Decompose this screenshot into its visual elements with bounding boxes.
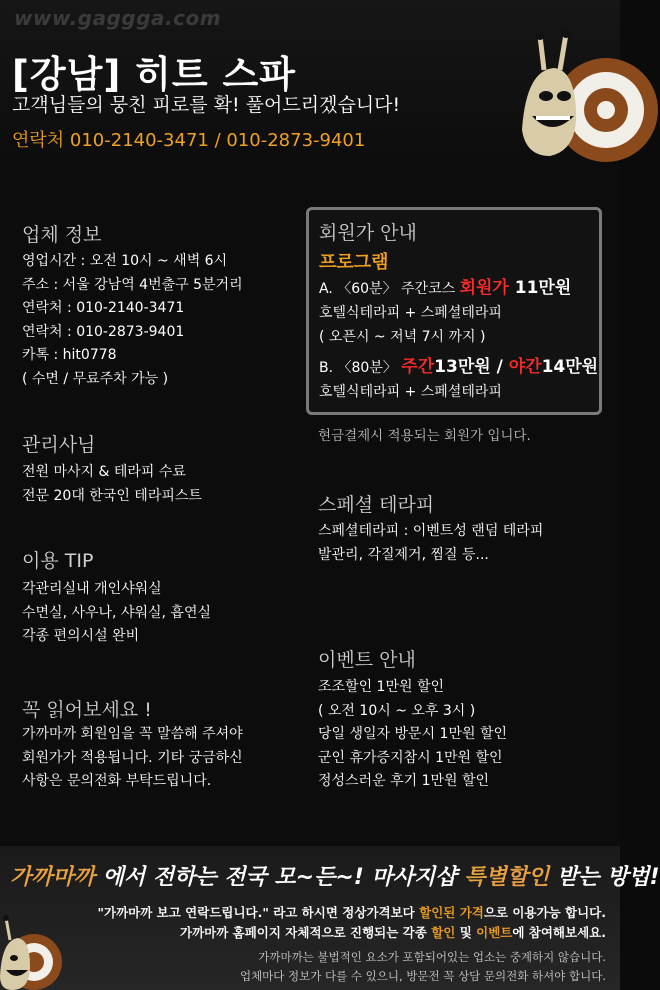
list-item: 스페셜테라피 : 이벤트성 랜덤 테라피 [318, 523, 544, 539]
read-lines [22, 723, 243, 794]
banner-line-1: "가까마까 보고 연락드립니다." 라고 하시면 정상가격보다 할인된 가격으로 이용가능 합니다. [97, 905, 606, 920]
list-item: 발관리, 각질제거, 찜질 등... [318, 546, 489, 563]
program-a: A. 〈60분〉 주간코스 회원가 11만원 [319, 278, 572, 298]
tip-title: 이용 TIP [22, 550, 94, 572]
tip-lines [22, 578, 211, 649]
list-item: 전문 20대 한국인 테라피스트 [22, 487, 202, 504]
contact-numbers: 연락처 010-2140-3471 / 010-2873-9401 [12, 130, 366, 151]
program-a-hours: ( 오픈시 ~ 저녁 7시 까지 ) [319, 329, 486, 345]
list-item: 가까마까 회원임을 꼭 말씀해 주셔야 [22, 726, 243, 742]
member-note: 현금결제시 적용되는 회원가 입니다. [318, 428, 531, 444]
snail-mascot-small-icon [0, 906, 60, 990]
list-item: 수면실, 사우나, 샤워실, 흡연실 [22, 604, 211, 621]
info-phone-2[interactable]: 연락처 : 010-2873-9401 [22, 323, 185, 340]
event-title: 이벤트 안내 [318, 649, 416, 671]
list-item: 회원가가 적용됩니다. 기타 궁금하신 [22, 749, 243, 766]
list-item: 조조할인 1만원 할인 [318, 679, 444, 695]
banner-line-2: 가까마까 홈페이지 자체적으로 진행되는 각종 할인 및 이벤트에 참여해보세요. [180, 925, 606, 940]
site-watermark: www.gaggga.com [14, 6, 222, 30]
info-hours: 영업시간 : 오전 10시 ~ 새벽 6시 [22, 253, 228, 269]
member-title: 회원가 안내 [319, 222, 417, 244]
banner-brand: 가까마까 [10, 865, 96, 890]
info-extra: ( 수면 / 무료주차 가능 ) [22, 370, 169, 387]
manager-lines [22, 461, 202, 508]
info-kakao: 카톡 : hit0778 [22, 347, 117, 363]
manager-title: 관리사님 [22, 434, 96, 456]
special-lines [318, 520, 543, 567]
info-phone-1[interactable]: 연락처 : 010-2140-3471 [22, 300, 185, 316]
program-b: B. 〈80분〉 주간13만원 / 야간14만원 [319, 357, 599, 377]
list-item: 각관리실내 개인샤워실 [22, 581, 162, 597]
info-title: 업체 정보 [22, 224, 102, 246]
banner-line-4: 업체마다 정보가 다를 수 있으니, 방문전 꼭 상담 문의전화 하셔야 합니다. [239, 969, 606, 983]
page-title: [강남] 히트 스파 [12, 53, 297, 96]
list-item: 각종 편의시설 완비 [22, 628, 140, 644]
read-title: 꼭 읽어보세요 ! [22, 699, 152, 721]
program-a-detail: 호텔식테라피 + 스페셜테라피 [319, 305, 502, 321]
snail-mascot-icon [520, 30, 620, 170]
page-subtitle: 고객님들의 뭉친 피로를 확! 풀어드리겠습니다! [12, 94, 401, 116]
list-item: ( 오전 10시 ~ 오후 3시 ) [318, 702, 476, 719]
info-lines [22, 250, 243, 391]
banner-headline: 가까마까 에서 전하는 전국 모~든~! 마사지샵 특별할인 받는 방법! [10, 865, 660, 890]
list-item: 정성스러운 후기 1만원 할인 [318, 773, 490, 789]
list-item: 사항은 문의전화 부탁드립니다. [22, 773, 212, 789]
header [0, 0, 620, 170]
list-item: 군인 휴가증지참시 1만원 할인 [318, 749, 503, 766]
list-item: 당일 생일자 방문시 1만원 할인 [318, 726, 507, 742]
info-address: 주소 : 서울 강남역 4번출구 5분거리 [22, 276, 243, 293]
discount-banner [0, 846, 660, 990]
member-price-box [306, 207, 602, 415]
program-b-detail: 호텔식테라피 + 스페셜테라피 [319, 384, 502, 400]
program-label: 프로그램 [319, 252, 389, 273]
program-lines [319, 276, 598, 404]
member-price-label: 회원가 [459, 278, 509, 298]
special-title: 스페셜 테라피 [318, 494, 435, 516]
list-item: 전원 마사지 & 테라피 수료 [22, 464, 186, 480]
event-lines [318, 676, 507, 794]
banner-line-3: 가까마까는 불법적인 요소가 포함되어있는 업소는 중계하지 않습니다. [258, 950, 606, 964]
